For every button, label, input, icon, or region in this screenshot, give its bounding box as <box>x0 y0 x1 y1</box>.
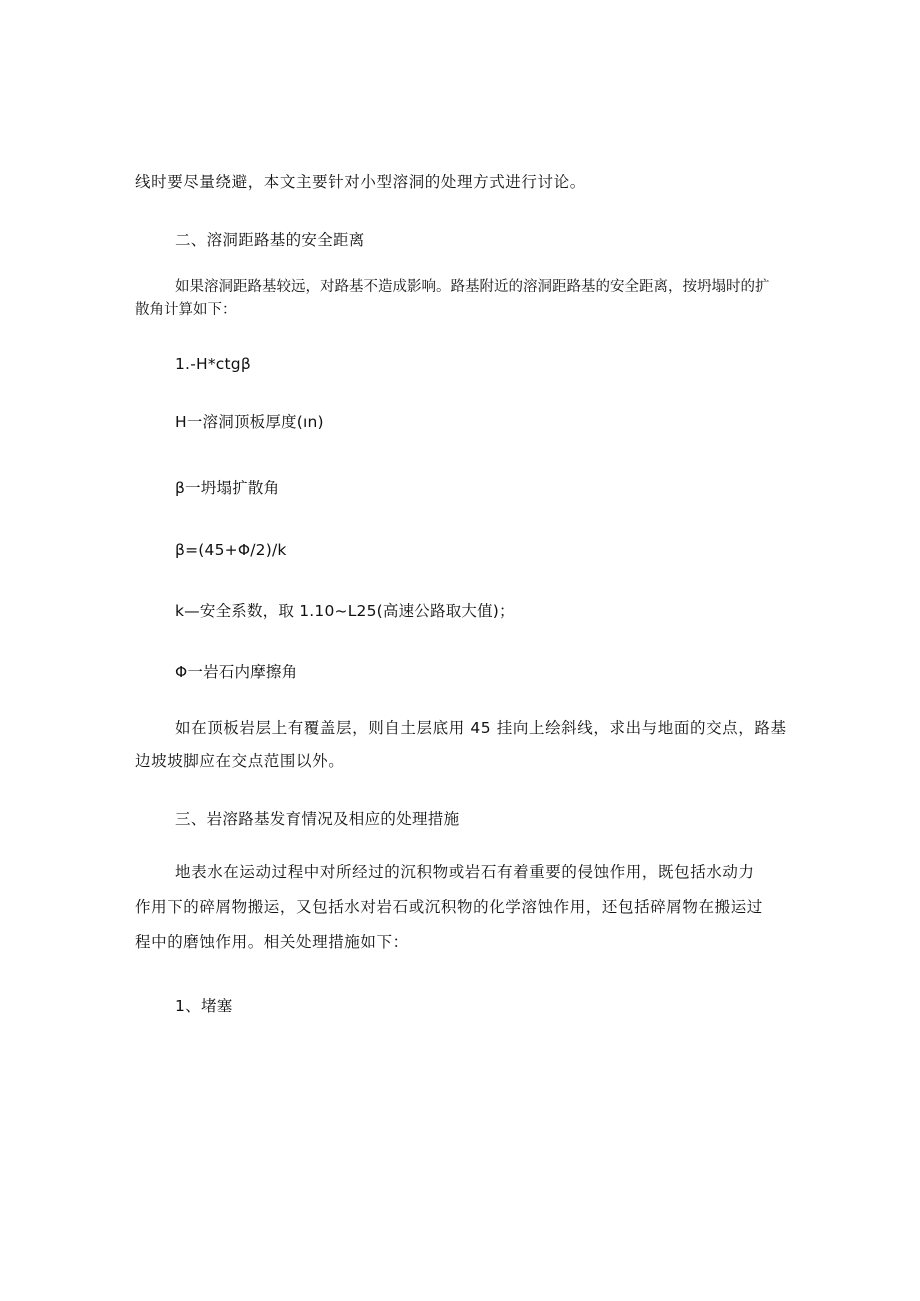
paragraph-line: 边坡坡脚应在交点范围以外。 <box>135 752 345 770</box>
section-heading-safe-distance: 二、溶洞距路基的安全距离 <box>175 231 365 249</box>
paragraph-line: 如果溶洞距路基较远，对路基不造成影响。路基附近的溶洞距路基的安全距离，按坍塌时的扩 <box>175 279 770 295</box>
variable-definition: H一溶洞顶板厚度(ın) <box>175 413 324 431</box>
section-heading-karst-treatment: 三、岩溶路基发育情况及相应的处理措施 <box>175 810 460 828</box>
paragraph-line: 作用下的碎屑物搬运，又包括水对岩石或沉积物的化学溶蚀作用，还包括碎屑物在搬运过 <box>135 898 763 916</box>
paragraph-line: 地表水在运动过程中对所经过的沉积物或岩石有着重要的侵蚀作用，既包括水动力 <box>175 863 755 881</box>
variable-definition: Φ一岩石内摩擦角 <box>175 663 298 681</box>
formula-line: β=(45+Φ∕2)∕k <box>175 541 287 559</box>
paragraph-line: 如在顶板岩层上有覆盖层，则自土层底用 45 挂向上绘斜线，求出与地面的交点，路基 <box>175 719 787 737</box>
paragraph-line: 程中的磨蚀作用。相关处理措施如下： <box>135 933 409 951</box>
formula-line: 1.-H*ctgβ <box>175 355 251 373</box>
paragraph-line: 线时要尽量绕避，本文主要针对小型溶洞的处理方式进行讨论。 <box>135 173 586 191</box>
variable-definition: k—安全系数，取 1.10~L25(高速公路取大值)； <box>175 602 515 620</box>
paragraph-line: 散角计算如下： <box>135 302 237 318</box>
subsection-heading-plugging: 1、堵塞 <box>175 997 233 1015</box>
variable-definition: β一坍塌扩散角 <box>175 479 280 497</box>
